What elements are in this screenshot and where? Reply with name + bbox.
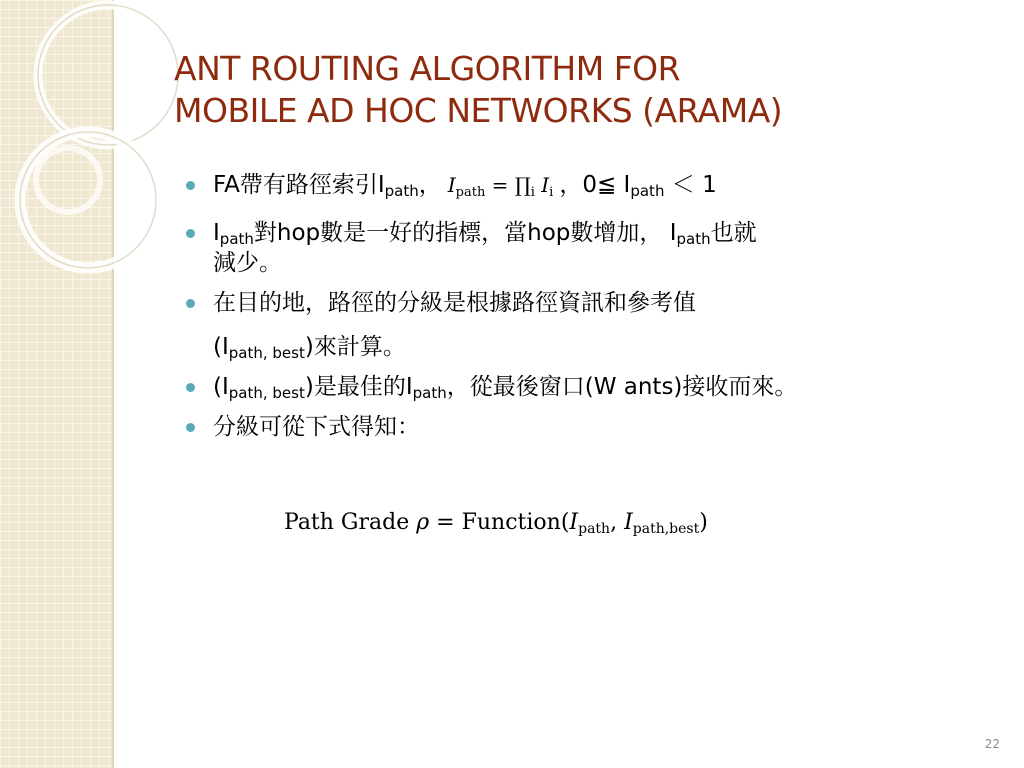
math-subscript: i [549, 185, 554, 200]
subscript: path, best [228, 384, 305, 402]
formula-text: ) [699, 510, 708, 535]
title-line-2: MOBILE AD HOC NETWORKS (ARAMA) [174, 91, 783, 130]
bullet-item-4 [186, 372, 1006, 402]
subscript: path [630, 182, 665, 200]
bullet-dot-icon [186, 181, 195, 190]
bullet-item-3 [186, 288, 1006, 362]
math-subscript: i [530, 185, 535, 200]
formula-text: , [610, 510, 625, 535]
product-symbol: ∏ [514, 173, 531, 197]
bullet-item-1 [186, 170, 1006, 208]
path-grade-formula [284, 510, 708, 537]
page-number: 22 [984, 737, 1000, 751]
math-symbol: I [447, 173, 456, 197]
subscript: path [384, 182, 419, 200]
bullet-text: I [213, 220, 220, 246]
subscript: path [676, 230, 711, 248]
bullet-line [213, 332, 1006, 362]
bullet-text: 也就 [710, 220, 757, 246]
bullet-text: ，0≦ I [559, 172, 631, 198]
bullet-item-5 [186, 412, 1006, 442]
bullet-line [213, 372, 1006, 402]
bullet-dot-icon [186, 229, 195, 238]
product-formula [447, 173, 554, 200]
bullet-text: (I [213, 374, 229, 400]
rho-symbol: ρ [416, 510, 430, 535]
math-symbol: I [569, 510, 579, 535]
math-subscript: path [578, 521, 611, 537]
math-symbol: I [541, 173, 550, 197]
subscript: path, best [228, 344, 305, 362]
bullet-dot-icon [186, 423, 195, 432]
math-subscript: path,best [632, 521, 700, 537]
subscript: path [219, 230, 254, 248]
bullet-text: (I [213, 334, 229, 360]
slide-title [174, 48, 994, 132]
bullet-text: )來計算。 [304, 334, 406, 360]
formula-text: = Function( [429, 510, 570, 535]
bullet-line [213, 170, 1006, 208]
math-operator: = [485, 173, 515, 197]
bullet-text: ， [418, 172, 442, 198]
bullet-line: 分級可從下式得知： [213, 414, 420, 440]
bullet-text: ＜ 1 [664, 172, 717, 198]
bullet-dot-icon [186, 383, 195, 392]
bullet-item-2 [186, 218, 1006, 278]
bullet-text: 對hop數是一好的指標，當hop數增加， I [253, 220, 677, 246]
math-subscript: path [455, 185, 486, 200]
bullet-list [186, 170, 1006, 452]
decorative-circles [0, 0, 200, 330]
subscript: path [412, 384, 447, 402]
formula-text: Path Grade [284, 510, 417, 535]
math-symbol: I [624, 510, 633, 535]
bullet-line: 減少。 [213, 250, 282, 276]
bullet-text: FA帶有路徑索引I [213, 172, 385, 198]
title-line-1: ANT ROUTING ALGORITHM FOR [174, 49, 681, 88]
bullet-line [213, 218, 1006, 248]
bullet-text: ，從最後窗口(W ants)接收而來。 [446, 374, 798, 400]
bullet-dot-icon [186, 299, 195, 308]
bullet-line: 在目的地，路徑的分級是根據路徑資訊和參考值 [213, 290, 696, 316]
bullet-text: )是最佳的I [304, 374, 413, 400]
